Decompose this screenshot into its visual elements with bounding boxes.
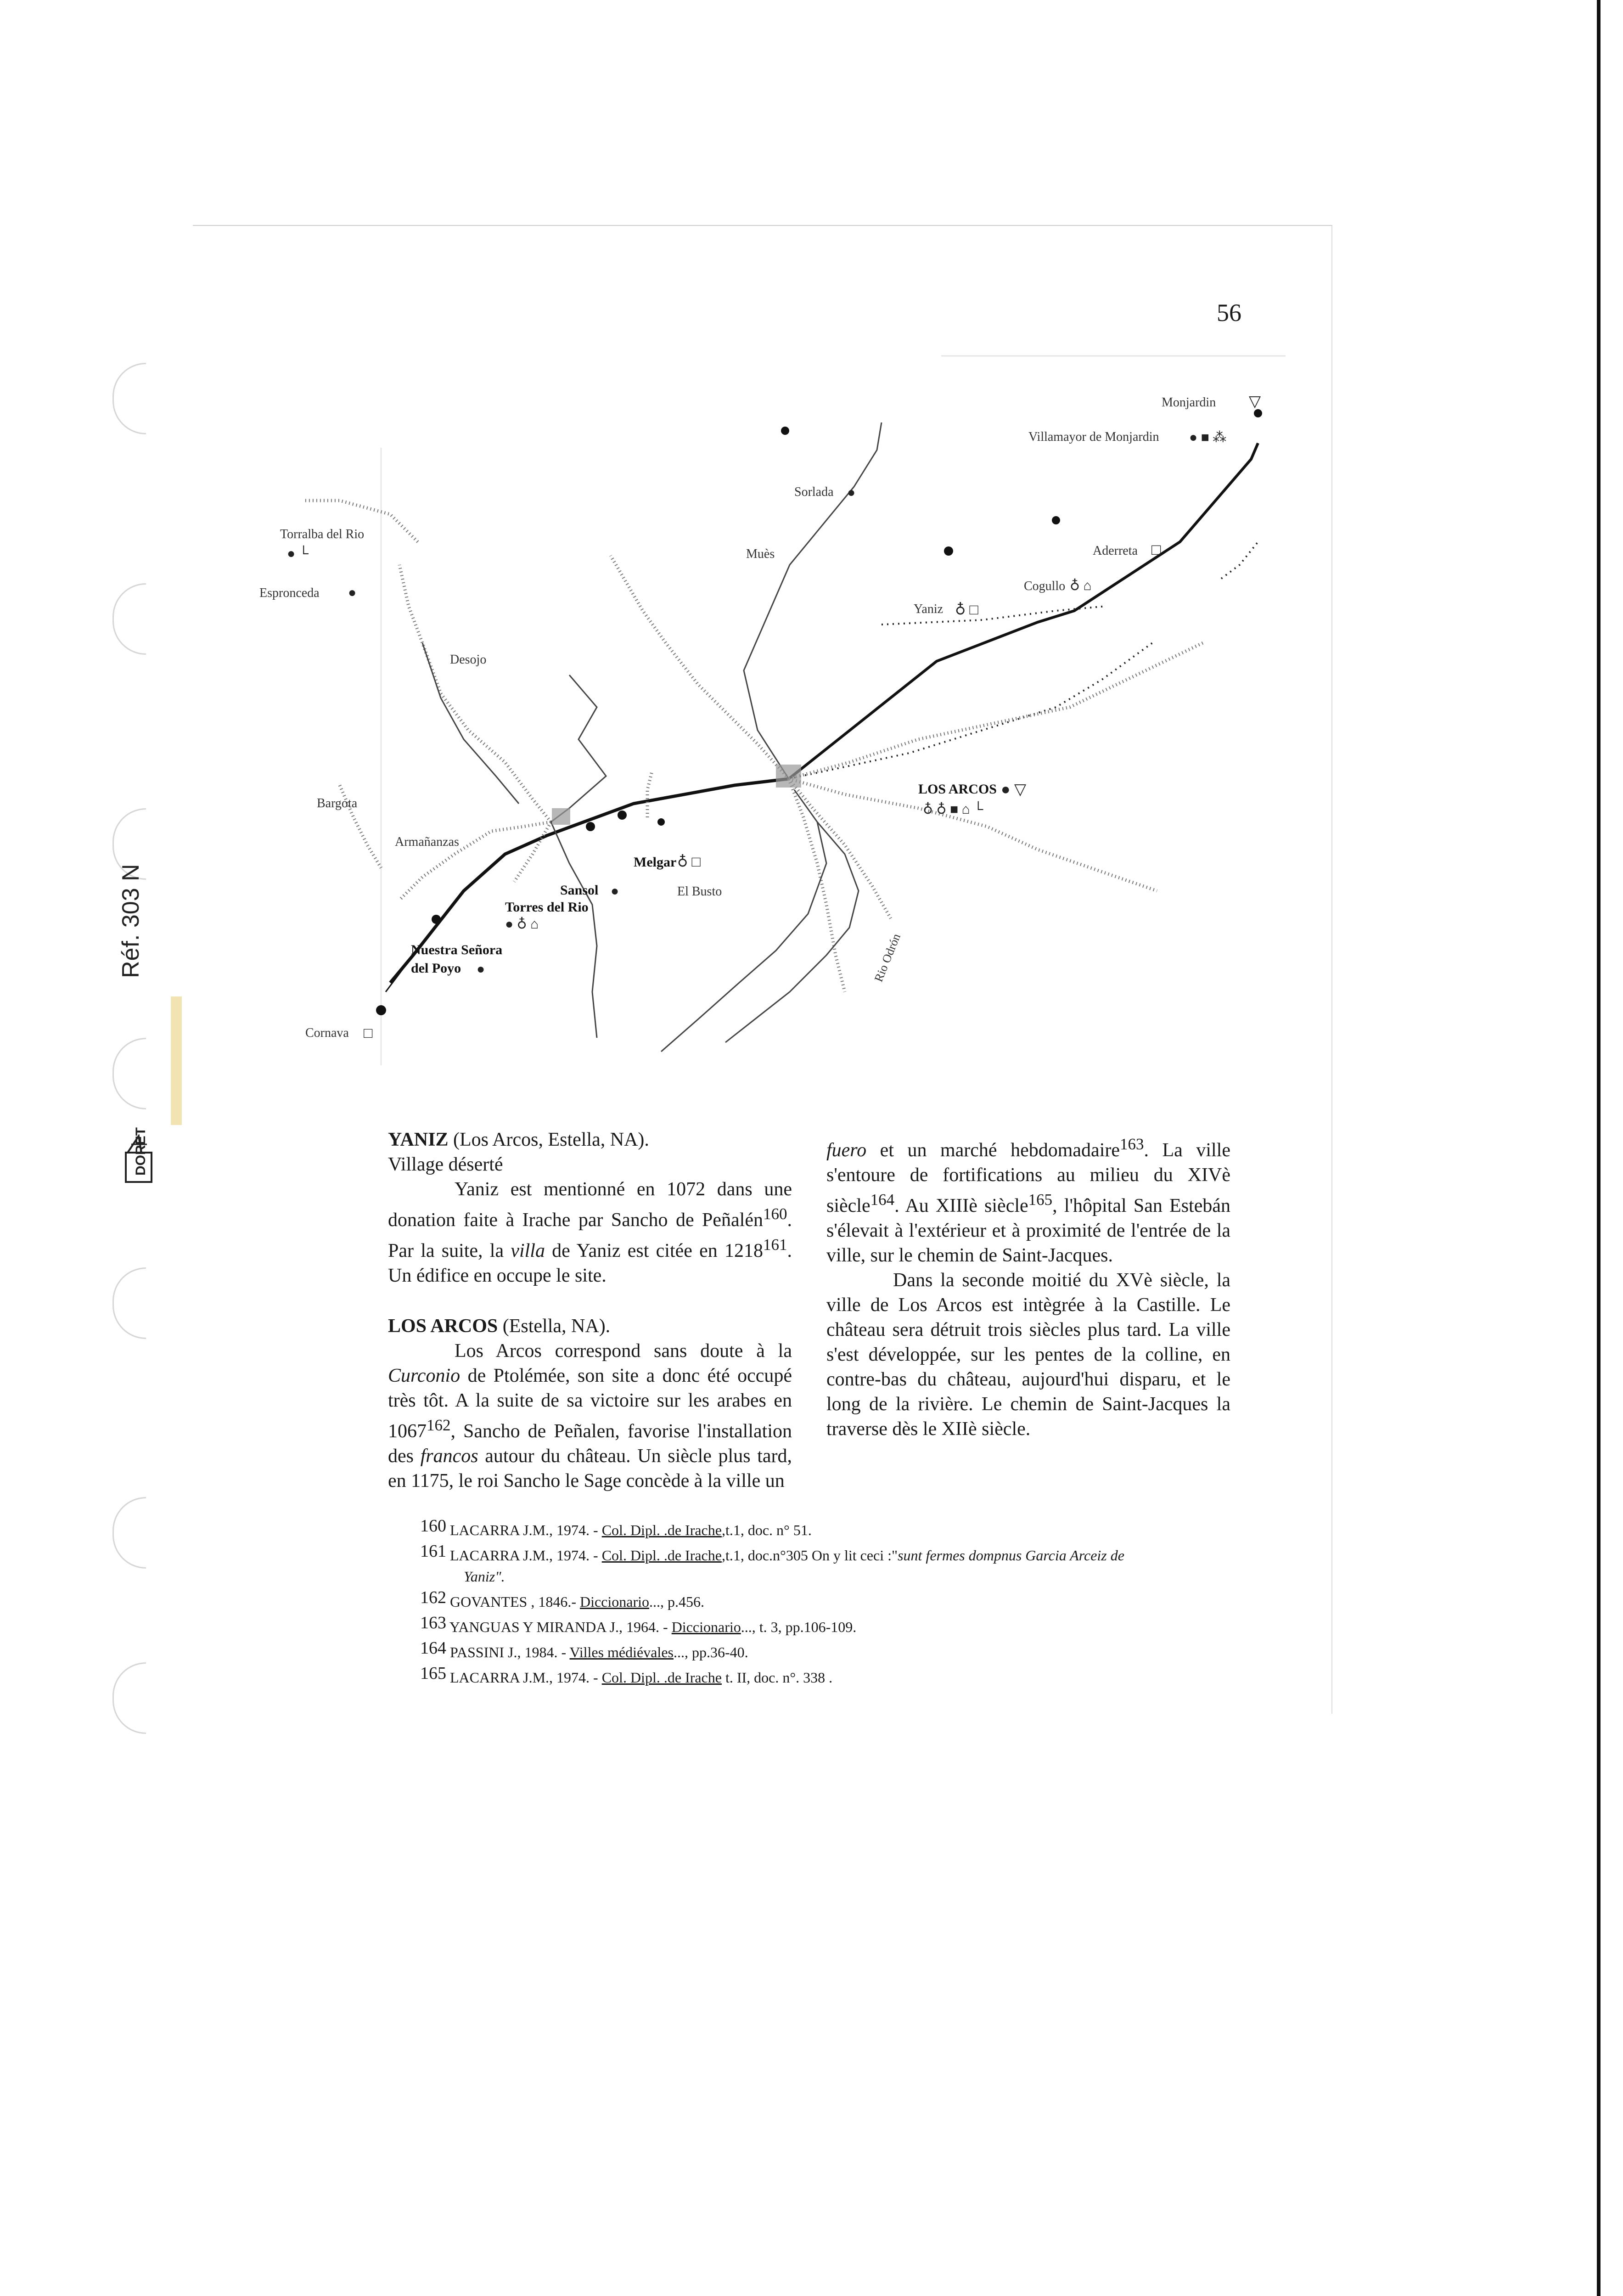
torres-symbols: ● ♁ ⌂ [505, 917, 539, 932]
punch-hole [112, 1662, 146, 1734]
place-mues: Muès [746, 547, 775, 561]
village-dot [944, 546, 953, 556]
footnote-164: 164 PASSINI J., 1984. - Villes médiévales..., pp.36-40. [420, 1638, 748, 1660]
nuestra-symbol: ● [477, 962, 485, 977]
place-sansol: Sansol [560, 883, 599, 898]
river-label-odron: Rio Odrón [871, 931, 903, 984]
los-arcos-town [776, 765, 801, 788]
place-torres: Torres del Rio [505, 900, 589, 915]
place-bargota: Bargota [317, 796, 358, 810]
river [744, 422, 882, 779]
road-stippled [399, 565, 551, 822]
place-cogullo: Cogullo [1024, 579, 1066, 593]
place-melgar: Melgar [634, 855, 677, 870]
place-el-busto: El Busto [677, 884, 722, 899]
village-dot [376, 1005, 386, 1015]
los-arcos-symbols-2: ♁ ♁ ■ ⌂ └ [923, 802, 983, 817]
yaniz-paragraph: Yaniz est mentionné en 1072 dans une donation faite à Irache par Sancho de Peñalén$^{160}$. Par la suite, la villa de Yaniz est citée en 1218$^{161}$. Un édifice en occupe le site. [388, 1179, 792, 1286]
sansol-symbol: ● [611, 884, 619, 899]
village-dot [1052, 516, 1060, 524]
village-dot [586, 822, 595, 831]
cogullo-symbols: ♁ ⌂ [1070, 578, 1092, 593]
road-stippled [399, 822, 551, 900]
tape-strip [171, 996, 182, 1125]
river [551, 675, 606, 822]
yaniz-subtitle: Village déserté [388, 1154, 503, 1175]
punch-hole [112, 583, 146, 655]
los-arcos-paragraph-2: Dans la seconde moitié du XVè siècle, la ville de Los Arcos est intègrée à la Castille. Le château sera détruit trois siècles plus tard. La ville s'est développée, sur les pentes de la colline, en contre-bas du château, aujourd'hui disparu, et le long de la rivière. Le chemin de Saint-Jacques la traverse dès le XIIè siècle. [826, 1270, 1230, 1440]
los-arcos-entry-heading: LOS ARCOS (Estella, NA). [388, 1316, 611, 1337]
text-column-right [826, 1132, 1230, 1441]
place-monjardin: Monjardin [1162, 395, 1216, 410]
cornava-symbol: □ [364, 1024, 373, 1041]
place-cornava: Cornava [305, 1026, 349, 1040]
footnote-160: 160 LACARRA J.M., 1974. - Col. Dipl. .de Irache,t.1, doc. n° 51. [420, 1516, 812, 1538]
footnote-161: 161 LACARRA J.M., 1974. - Col. Dipl. .de Irache,t.1, doc.n°305 On y lit ceci :"sunt fermes dompnus Garcia Arceiz de [420, 1542, 1124, 1564]
river-odron [661, 790, 826, 1052]
sorlada-symbol: ● [847, 485, 856, 500]
punch-hole [112, 363, 146, 434]
page-number: 56 [1217, 299, 1241, 326]
torralba-symbols: ● └ [287, 546, 309, 561]
monjardin-symbol: ▽ [1249, 393, 1261, 410]
melgar-symbols: ♁ □ [677, 853, 701, 870]
place-sorlada: Sorlada [794, 485, 834, 499]
villamayor-symbols: ● ■ ⁂ [1189, 430, 1227, 445]
footnote-161-continuation: Yaniz". [464, 1568, 505, 1585]
binder-edge [1597, 0, 1601, 2296]
village-dot [1254, 409, 1262, 417]
place-villamayor: Villamayor de Monjardin [1028, 430, 1159, 444]
river [551, 822, 597, 1038]
footnote-165: 165 LACARRA J.M., 1974. - Col. Dipl. .de Irache t. II, doc. n°. 338 . [420, 1664, 833, 1686]
road-stippled [514, 822, 551, 882]
reference-label: Réf. 303 N [118, 864, 144, 978]
place-desojo: Desojo [450, 653, 487, 667]
logo-text: DORET [133, 1127, 148, 1176]
place-los-arcos: LOS ARCOS [918, 782, 997, 797]
road-dotted [789, 643, 1152, 779]
place-torralba: Torralba del Rio [280, 527, 365, 541]
main-route [789, 443, 1258, 779]
footnote-163: 163 YANGUAS Y MIRANDA J., 1964. - Diccionario..., t. 3, pp.106-109. [420, 1613, 857, 1635]
road-stippled [611, 556, 789, 779]
village-dot [432, 915, 441, 924]
place-nuestra-1: Nuestra Señora [411, 942, 503, 957]
espronceda-symbol: ● [348, 585, 357, 600]
footnotes [420, 1515, 1292, 1688]
punch-hole [112, 1497, 146, 1569]
village-dot [618, 810, 627, 820]
road-stippled [789, 779, 845, 992]
village-dot [657, 818, 665, 826]
town-marker [552, 808, 570, 825]
los-arcos-symbols: ● ▽ [1001, 781, 1027, 798]
footnote-162: 162 GOVANTES , 1846.- Diccionario..., p.456. [420, 1588, 705, 1610]
place-yaniz: Yaniz [914, 602, 943, 616]
text-column-left [388, 1127, 792, 1493]
route-map [248, 349, 1295, 1111]
punch-hole [112, 1267, 146, 1339]
los-arcos-paragraph-1-cont: fuero et un marché hebdomadaire$^{163}$. La ville s'entoure de fortifications au milieu du XIVè siècle$^{164}$. Au XIIIè siècle$^{165}$, l'hôpital San Estebán s'élevait à l'extérieur et à proximité de l'entrée de la ville, sur le chemin de Saint-Jacques. [826, 1135, 1230, 1266]
river [422, 643, 519, 804]
punch-hole [112, 1038, 146, 1109]
village-dot [781, 427, 789, 435]
road-stippled [789, 643, 1203, 779]
los-arcos-paragraph-1: Los Arcos correspond sans doute à la Curconio de Ptolémée, son site a donc été occupé très tôt. A la suite de sa victoire sur les arabes en 1067$^{162}$, Sancho de Peñalen, favorise l'installation des francos autour du château. Un siècle plus tard, en 1175, le roi Sancho le Sage concède à la ville un [388, 1340, 792, 1491]
place-espronceda: Espronceda [259, 586, 320, 600]
road-stippled [647, 771, 652, 817]
place-nuestra-2: del Poyo [411, 961, 461, 976]
yaniz-symbols: ♁ □ [955, 601, 978, 618]
aderreta-symbol: □ [1151, 541, 1161, 558]
place-aderreta: Aderreta [1093, 544, 1138, 558]
yaniz-entry-heading: YANIZ (Los Arcos, Estella, NA). [388, 1129, 649, 1150]
place-armananzas: Armañanzas [395, 835, 459, 849]
